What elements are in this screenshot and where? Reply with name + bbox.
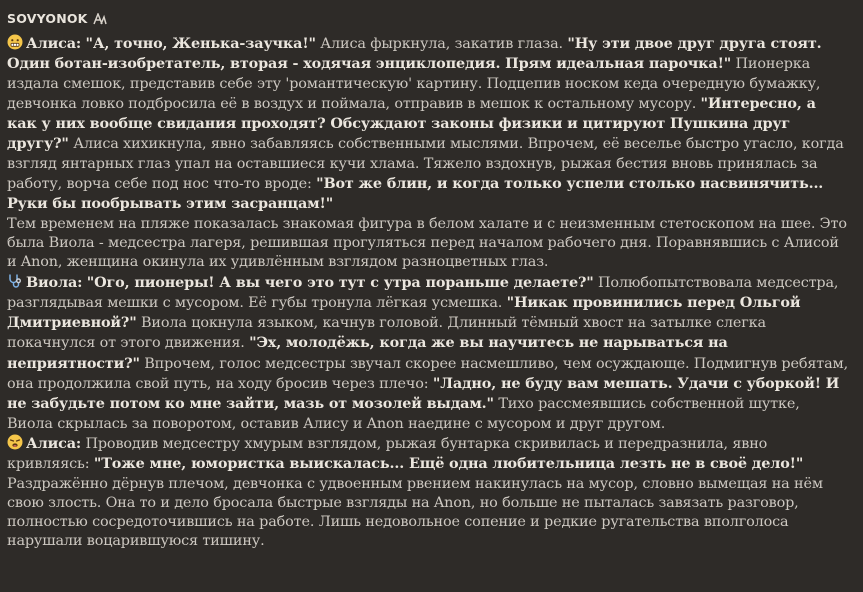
narration-text: Алиса хихикнула, явно забавляясь собственными мыслями. Впрочем, её веселье быстро угасло, когда взгляд янтарных глаз упал на оставшиеся кучи хлама. Тяжело вздохнув, рыжая бестия вновь принялась за работу, ворча себе под нос что-то вроде: (7, 136, 844, 193)
stethoscope-icon (7, 273, 23, 289)
bold-text: "Тоже мне, юмористка выискалась... Ещё одна любительница лезть не в своё дело!" (93, 455, 804, 473)
narration-text: Виола цокнула языком, качнув головой. Длинный тёмный хвост на затылке слегка покачнулся от этого движения. (7, 315, 766, 352)
message-header (7, 11, 849, 27)
bold-text: "Вот же блин, и когда только успели столько насвинячить... Руки бы пообрывать этим засранцам!" (7, 175, 824, 213)
bold-text: "Ладно, не буду вам мешать. Удачи с уборкой! И не забудьте потом ко мне зайти, мазь от мозолей выдам." (7, 375, 840, 413)
narration-text: Раздражённо дёрнув плечом, девчонка с удвоенным рвением накинулась на мусор, словно вымещая на нём свою злость. Она то и дело бросала быстрые взгляды на Anon, но больше не пыталась завязать разговор, полностью сосредоточившись на работе. Лишь недовольное сопение и редкие ругательства вполголоса нарушали воцарившуюся тишину. (7, 475, 823, 550)
paragraph (7, 273, 849, 434)
paragraph (7, 215, 849, 273)
narration-text: Пионерка издала смешок, представив себе эту 'романтическую' картину. Подцепив носком кеда очередную бумажку, девчонка ловко подбросила её в воздух и поймала, отправив в мешок к остальному мусору. (7, 56, 821, 112)
bold-text: "А, точно, Женька-заучка!" (85, 35, 316, 52)
narration-text: Полюбопытствовала медсестра, разглядывая мешки с мусором. Её губы тронула лёгкая усмешка. (7, 274, 839, 311)
bold-text: "Ого, пионеры! А вы чего это тут с утра пораньше делаете?" (86, 273, 594, 291)
bold-text: "Никак провинились перед Ольгой Дмитриевной?" (7, 293, 801, 332)
narration-text: Тем временем на пляже показалась знакомая фигура в белом халате и с неизменным стетоскопом на шее. Это была Виола - медсестра лагеря, решившая прогуляться перед началом рабочего дня. Поравнявшись с Алисой и Anon, женщина окинула их удивлённым взглядом разноцветных глаз. (7, 215, 847, 271)
bold-text: "Интересно, а как у них вообще свидания проходят? Обсуждают законы физики и цитируют Пушкина друг другу?" (7, 94, 816, 153)
ai-sparkle-icon (93, 13, 107, 25)
narration-text: Тихо рассмеявшись собственной шутке, Виола скрылась за поворотом, оставив Алису и Anon наедине с мусором и друг другом. (7, 396, 800, 432)
bold-text: Алиса: (26, 434, 82, 452)
narration-text: Проводив медсестру хмурым взглядом, рыжая бунтарка скривилась и передразнила, явно кривляясь: (7, 435, 768, 473)
narration-text: Алиса фыркнула, закатив глаза. (315, 36, 568, 52)
message-body (7, 34, 849, 552)
narration-text: Впрочем, голос медсестры звучал скорее насмешливо, чем осуждающе. Подмигнув ребятам, она продолжила свой путь, на ходу бросив через плечо: (7, 355, 849, 393)
author-name[interactable]: SOVYONOK (7, 11, 88, 27)
paragraph (7, 434, 849, 552)
bold-text: "Эх, молодёжь, когда же вы научитесь не нарываться на неприятности?" (7, 334, 728, 372)
bold-text: Виола: (26, 273, 83, 291)
bold-text: "Ну эти двое друг друга стоят. Один ботан-изобретатель, вторая - ходячая энциклопедия. Прям идеальная парочка!" (7, 35, 822, 73)
bold-text: Алиса: (26, 35, 82, 52)
grimace-face-icon (7, 34, 23, 50)
weary-face-icon (7, 434, 23, 450)
paragraph (7, 34, 849, 215)
